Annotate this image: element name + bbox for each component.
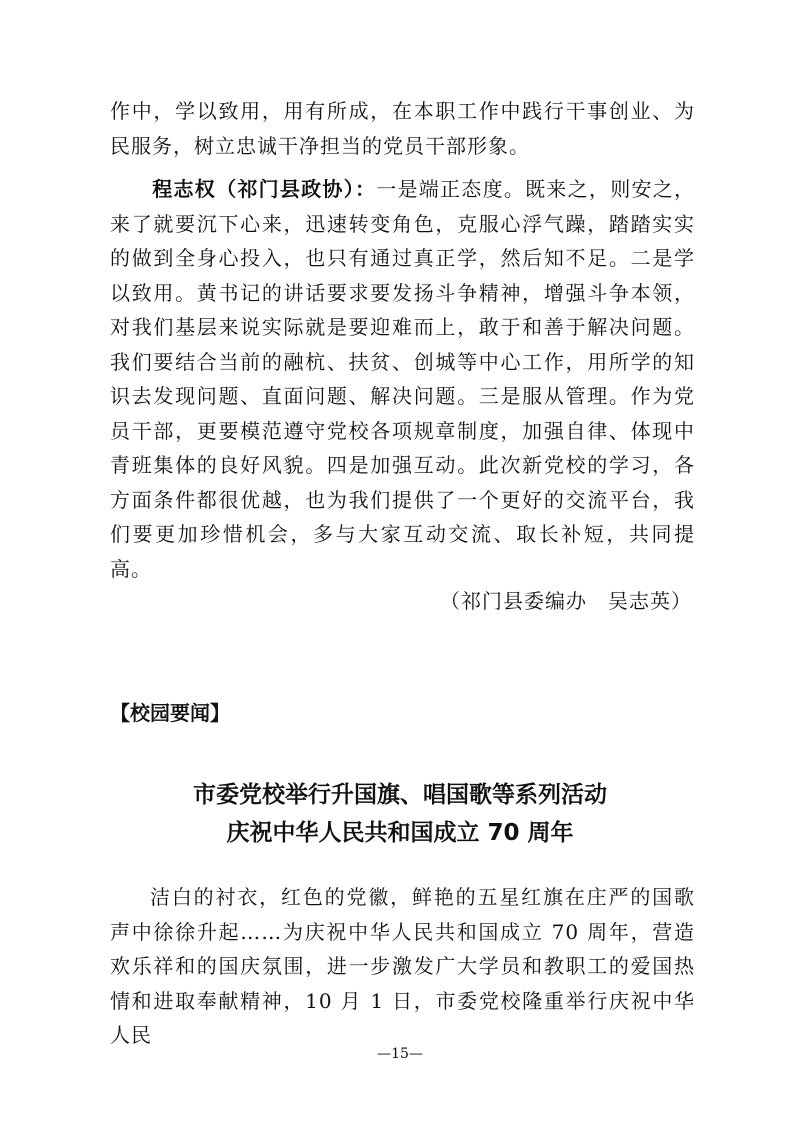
speaker-name: 程志权（祁门县政协）： [152,177,377,201]
section-label: 【校园要闻】 [110,701,230,725]
paragraph-continued: 作中，学以致用，用有所成，在本职工作中践行干事创业、为民服务，树立忠诚干净担当的党员干部形象。 [110,99,695,158]
signature: （祁门县委编办 吴志英） [440,589,692,613]
paragraph-speech [110,172,695,586]
speech-text: 一是端正态度。既来之，则安之，来了就要沉下心来，迅速转变角色，克服心浮气躁，踏踏实实的做到全身心投入，也只有通过真正学，然后知不足。二是学以致用。黄书记的讲话要求要发扬斗争精神，增强斗争本领，对我们基层来说实际就是要迎难而上，敢于和善于解决问题。我们要结合当前的融杭、扶贫、创城等中心工作，用所学的知识去发现问题、直面问题、解决问题。三是服从管理。作为党员干部，更要模范遵守党校各项规章制度，加强自律、体现中青班集体的良好风貌。四是加强互动。此次新党校的学习，各方面条件都很优越，也为我们提供了一个更好的交流平台，我们要更加珍惜机会，多与大家互动交流、取长补短，共同提高。 [110,177,696,581]
article-title-line2: 庆祝中华人民共和国成立 70 周年 [226,820,574,846]
article-body: 洁白的衬衣，红色的党徽，鲜艳的五星红旗在庄严的国歌声中徐徐升起……为庆祝中华人民共和国成立 70 周年，营造欢乐祥和的国庆氛围，进一步激发广大学员和教职工的爱国热情和进取奉献精神，10 月 1 日，市委党校隆重举行庆祝中华人民 [110,885,695,1047]
article-title-line1: 市委党校举行升国旗、唱国歌等系列活动 [193,782,607,808]
page-number: —15— [377,1046,423,1062]
